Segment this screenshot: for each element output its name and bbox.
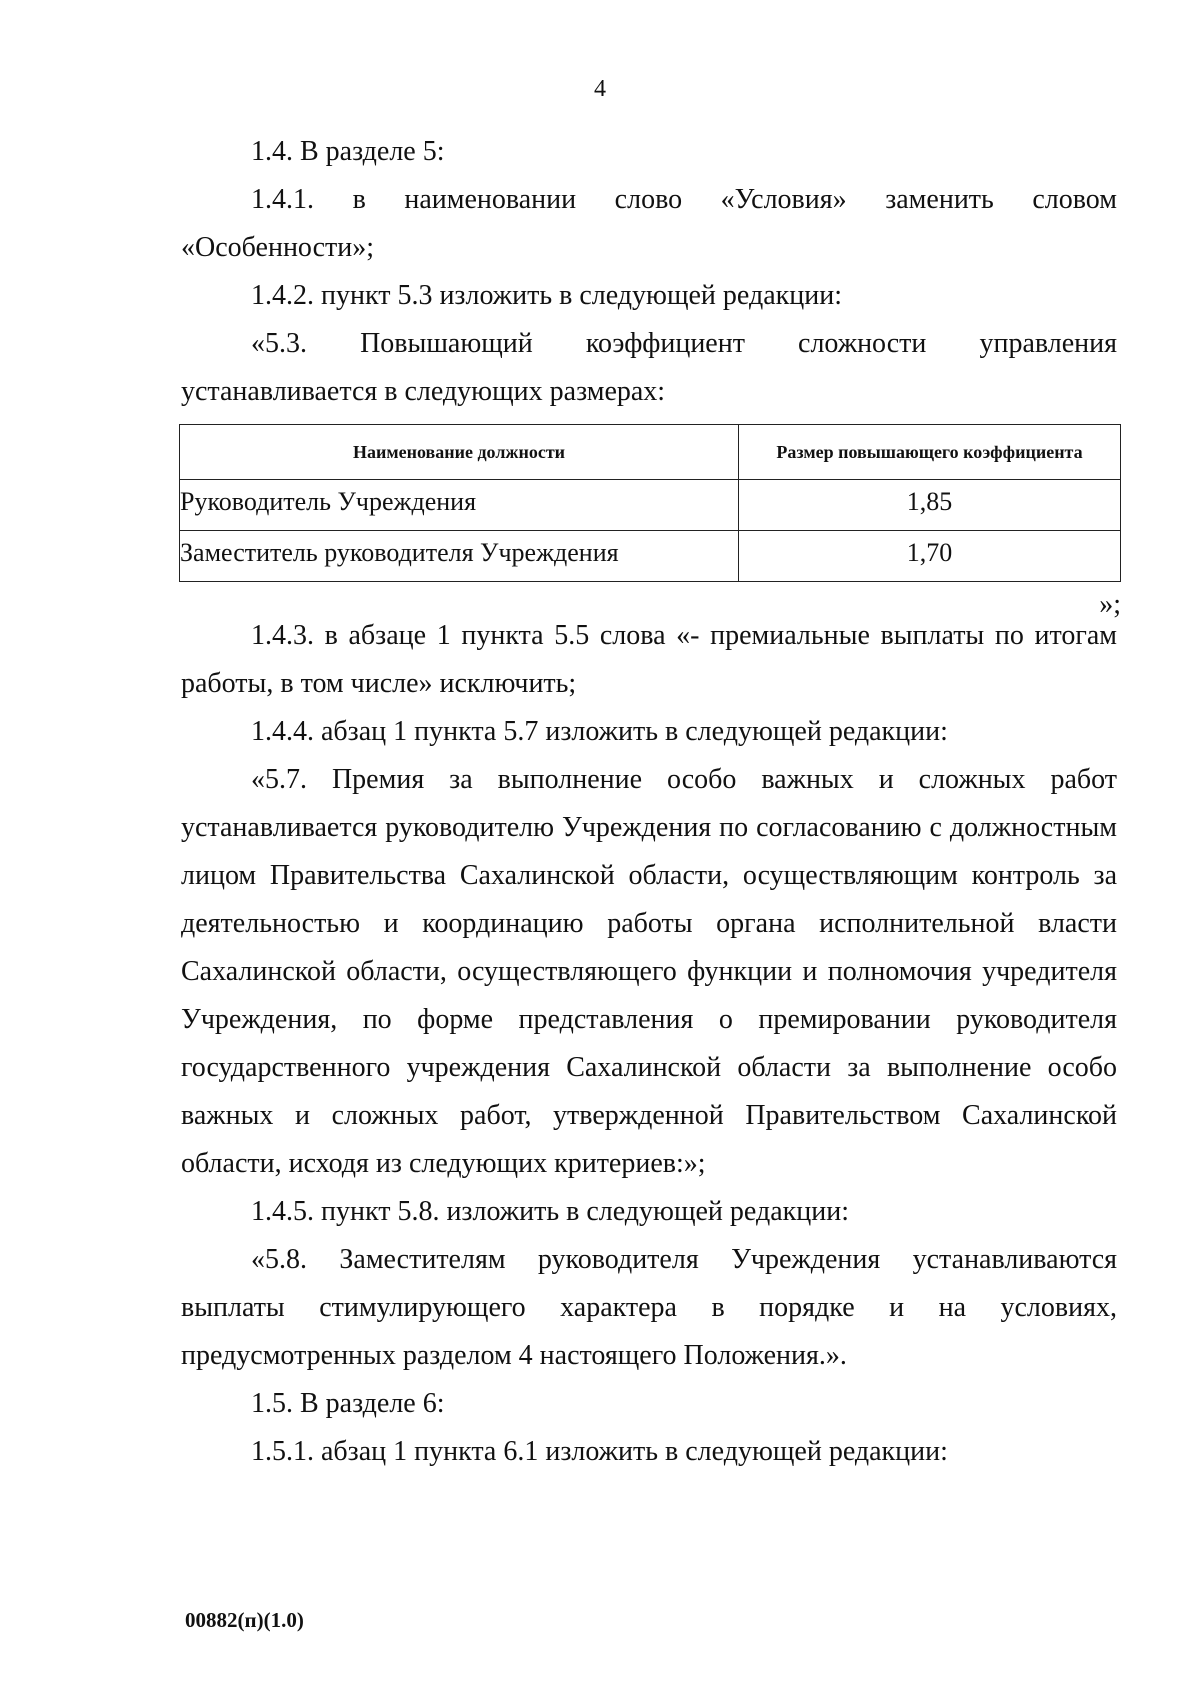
document-code: 00882(п)(1.0) — [185, 1608, 304, 1632]
paragraph-1-5: 1.5. В разделе 6: — [251, 1388, 445, 1419]
table-closing-quote: »; — [1099, 589, 1121, 620]
table-cell-coefficient: 1,85 — [739, 480, 1121, 531]
table-cell-position: Руководитель Учреждения — [180, 480, 739, 531]
paragraph-1-5-1: 1.5.1. абзац 1 пункта 6.1 изложить в следующей редакции: — [251, 1436, 948, 1467]
coefficient-table — [179, 424, 1121, 582]
table-header-row — [180, 425, 1121, 480]
table-row — [180, 531, 1121, 582]
paragraph-1-4-4: 1.4.4. абзац 1 пункта 5.7 изложить в следующей редакции: — [251, 716, 948, 747]
paragraph-1-4: 1.4. В разделе 5: — [251, 136, 445, 167]
paragraph-1-4-5: 1.4.5. пункт 5.8. изложить в следующей редакции: — [251, 1196, 849, 1227]
paragraph-1-4-3: 1.4.3. в абзаце 1 пункта 5.5 слова «- премиальные выплаты по итогам работы, в том числе» исключить; — [181, 620, 1117, 699]
paragraph-1-4-1: 1.4.1. в наименовании слово «Условия» заменить словом «Особенности»; — [181, 184, 1117, 263]
column-header-position: Наименование должности — [180, 425, 739, 480]
document-body — [180, 128, 1121, 1476]
table-cell-position: Заместитель руководителя Учреждения — [180, 531, 739, 582]
paragraph-5-3-quote: «5.3. Повышающий коэффициент сложности управления устанавливается в следующих размерах: — [181, 328, 1117, 407]
paragraph-5-7-quote: «5.7. Премия за выполнение особо важных и сложных работ устанавливается руководителю Учреждения по согласованию с должностным лицом Правительства Сахалинской области, осуществляющим контроль за деятельностью и координацию работы органа исполнительной власти Сахалинской области, осуществляющего функции и полномочия учредителя Учреждения, по форме представления о премировании руководителя государственного учреждения Сахалинской области за выполнение особо важных и сложных работ, утвержденной Правительством Сахалинской области, исходя из следующих критериев:»; — [181, 764, 1117, 1179]
paragraph-5-8-quote: «5.8. Заместителям руководителя Учреждения устанавливаются выплаты стимулирующего характера в порядке и на условиях, предусмотренных разделом 4 настоящего Положения.». — [181, 1244, 1117, 1371]
table-cell-coefficient: 1,70 — [739, 531, 1121, 582]
column-header-coefficient: Размер повышающего коэффициента — [739, 425, 1121, 480]
paragraph-1-4-2: 1.4.2. пункт 5.3 изложить в следующей редакции: — [251, 280, 842, 311]
table-row — [180, 480, 1121, 531]
page-number: 4 — [594, 76, 606, 102]
